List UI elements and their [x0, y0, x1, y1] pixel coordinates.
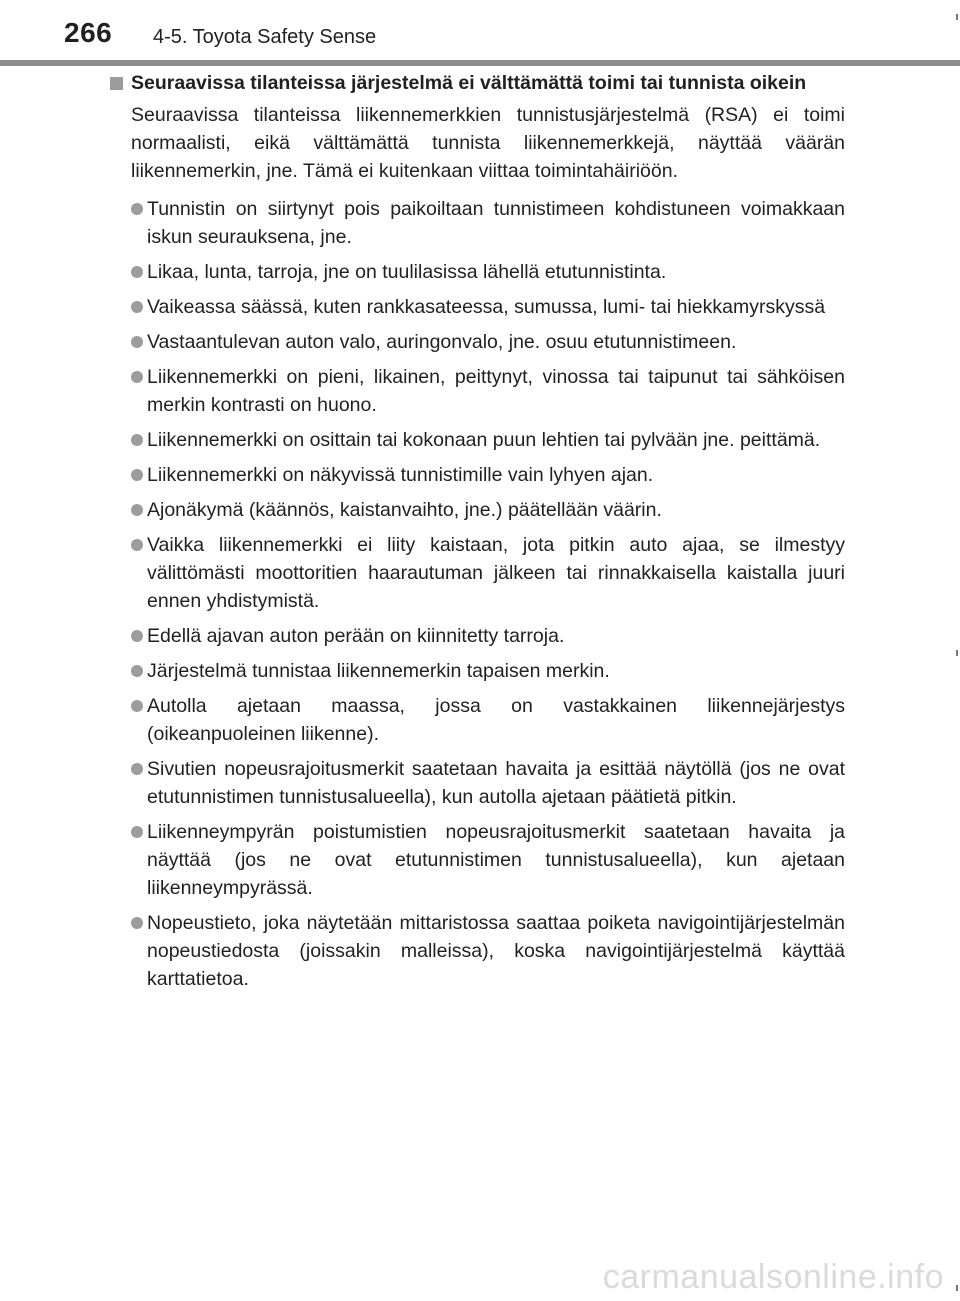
bullet-dot-icon [131, 630, 143, 642]
list-item [110, 531, 845, 615]
section-heading [110, 70, 845, 96]
list-item-text: Liikennemerkki on osittain tai kokonaan puun lehtien tai pylvään jne. peittämä. [147, 429, 821, 451]
bullet-dot-icon [131, 203, 143, 215]
condition-list [110, 195, 845, 993]
header-divider [0, 60, 960, 66]
list-item-text: Vaikka liikennemerkki ei liity kaistaan, jota pitkin auto ajaa, se ilmestyy välittömästi moottoritien haarautuman jälkeen tai rinnakkaisella kaistalla juuri ennen yhdistymistä. [147, 534, 845, 612]
list-item-text: Ajonäkymä (käännös, kaistanvaihto, jne.) päätellään väärin. [147, 499, 662, 521]
bullet-dot-icon [131, 434, 143, 446]
list-item-text: Autolla ajetaan maassa, jossa on vastakkainen liikennejärjestys (oikeanpuoleinen liikenne). [147, 695, 845, 745]
list-item [110, 818, 845, 902]
edge-crop-mark [956, 1285, 958, 1291]
list-item [110, 363, 845, 419]
bullet-dot-icon [131, 763, 143, 775]
list-item [110, 461, 845, 489]
section-title: 4-5. Toyota Safety Sense [153, 26, 377, 48]
list-item [110, 496, 845, 524]
list-item-text: Vastaantulevan auton valo, auringonvalo, jne. osuu etutunnistimeen. [147, 331, 737, 353]
list-item [110, 293, 845, 321]
page-number: 266 [64, 17, 113, 48]
list-item-text: Tunnistin on siirtynyt pois paikoiltaan tunnistimeen kohdistuneen voimakkaan iskun seurauksena, jne. [147, 198, 845, 248]
list-item-text: Likaa, lunta, tarroja, jne on tuulilasissa lähellä etutunnistinta. [147, 261, 667, 283]
bullet-dot-icon [131, 336, 143, 348]
list-item-text: Liikennemerkki on näkyvissä tunnistimille vain lyhyen ajan. [147, 464, 654, 486]
bullet-dot-icon [131, 917, 143, 929]
list-item [110, 195, 845, 251]
list-item-text: Liikennemerkki on pieni, likainen, peittynyt, vinossa tai taipunut tai sähköisen merkin kontrasti on huono. [147, 366, 845, 416]
list-item-text: Järjestelmä tunnistaa liikennemerkin tapaisen merkin. [147, 660, 610, 682]
bullet-dot-icon [131, 301, 143, 313]
list-item [110, 622, 845, 650]
list-item [110, 426, 845, 454]
bullet-dot-icon [131, 504, 143, 516]
edge-crop-mark [956, 14, 958, 20]
bullet-dot-icon [131, 826, 143, 838]
bullet-dot-icon [131, 665, 143, 677]
intro-paragraph: Seuraavissa tilanteissa liikennemerkkien tunnistusjärjestelmä (RSA) ei toimi normaalisti, eikä välttämättä tunnista liikennemerkkejä, näyttää väärän liikennemerkin, jne. Tämä ei kuitenkaan viittaa toimintahäiriöön. [131, 104, 845, 182]
bullet-dot-icon [131, 539, 143, 551]
list-item [110, 258, 845, 286]
list-item-text: Edellä ajavan auton perään on kiinnitetty tarroja. [147, 625, 565, 647]
list-item-text: Sivutien nopeusrajoitusmerkit saatetaan havaita ja esittää näytöllä (jos ne ovat etutunnistimen tunnistusalueella), kun autolla ajetaan päätietä pitkin. [147, 758, 845, 808]
bullet-dot-icon [131, 469, 143, 481]
bullet-dot-icon [131, 371, 143, 383]
square-bullet-icon [110, 77, 123, 90]
main-content [110, 70, 845, 993]
list-item [110, 755, 845, 811]
page-header [0, 0, 960, 52]
bullet-dot-icon [131, 700, 143, 712]
edge-crop-mark [956, 650, 958, 656]
list-item-text: Liikenneympyrän poistumistien nopeusrajoitusmerkit saatetaan havaita ja näyttää (jos ne ovat etutunnistimen tunnistusalueella), kun ajetaan liikenneympyrässä. [147, 821, 845, 899]
list-item [110, 328, 845, 356]
watermark-logo: carmanualsonline.info [602, 1258, 944, 1296]
list-item [110, 909, 845, 993]
list-item [110, 692, 845, 748]
section-heading-text: Seuraavissa tilanteissa järjestelmä ei välttämättä toimi tai tunnista oikein [131, 72, 807, 94]
list-item [110, 657, 845, 685]
list-item-text: Nopeustieto, joka näytetään mittaristossa saattaa poiketa navigointijärjestelmän nopeustiedosta (joissakin malleissa), koska navigointijärjestelmä käyttää karttatietoa. [147, 912, 845, 990]
bullet-dot-icon [131, 266, 143, 278]
list-item-text: Vaikeassa säässä, kuten rankkasateessa, sumussa, lumi- tai hiekkamyrskyssä [147, 296, 826, 318]
